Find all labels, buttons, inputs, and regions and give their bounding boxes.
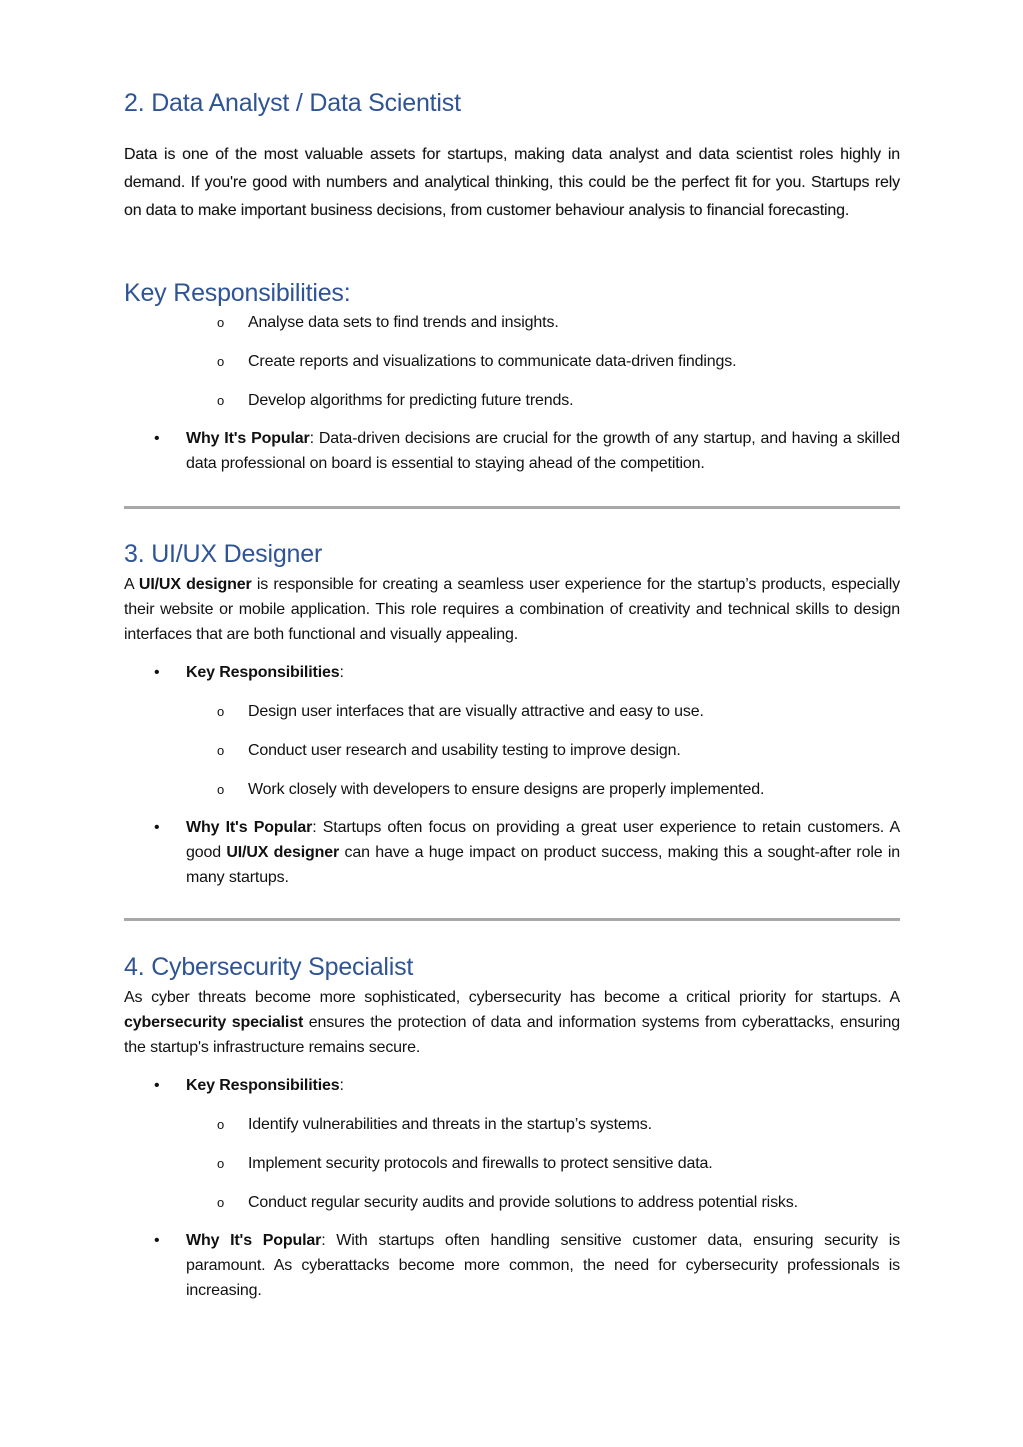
list-item: • Why It's Popular: Data-driven decisions are crucial for the growth of any startup, and having a skilled data professional on board is essential to staying ahead of the competition.: [124, 426, 900, 476]
section-divider: [124, 918, 900, 921]
circle-bullet-icon: o: [217, 1156, 225, 1171]
circle-bullet-icon: o: [217, 704, 225, 719]
section-divider: [124, 506, 900, 509]
section-intro-uiux: A UI/UX designer is responsible for creating a seamless user experience for the startup’s products, especially their website or mobile application. This role requires a combination of creativity and technical skills to design interfaces that are both functional and visually appealing.: [124, 576, 900, 643]
bullet-icon: •: [154, 1232, 160, 1249]
list-item: • Why It's Popular: With startups often handling sensitive customer data, ensuring security is paramount. As cyberattacks become more common, the need for cybersecurity professionals is increasing.: [124, 1228, 900, 1303]
list-item: o Conduct regular security audits and provide solutions to address potential risks.: [124, 1190, 900, 1215]
list-item: o Design user interfaces that are visually attractive and easy to use.: [124, 699, 900, 724]
bullet-icon: •: [154, 430, 160, 447]
section-intro-data-analyst: [124, 141, 900, 225]
why-popular-list: [124, 1228, 900, 1317]
key-responsibilities-list: [124, 660, 900, 699]
circle-bullet-icon: o: [217, 1195, 225, 1210]
section-intro-cybersecurity: As cyber threats become more sophisticated, cybersecurity has become a critical priority for startups. A cybersecurity specialist ensures the protection of data and information systems from cyberattacks, ensuring the startup's infrastructure remains secure.: [124, 989, 901, 1056]
circle-bullet-icon: o: [217, 1117, 225, 1132]
circle-bullet-icon: o: [217, 315, 225, 330]
key-responsibilities-heading: Key Responsibilities:: [124, 279, 351, 307]
section-heading-data-analyst: 2. Data Analyst / Data Scientist: [124, 89, 461, 117]
list-item: o Create reports and visualizations to communicate data-driven findings.: [124, 349, 900, 374]
list-item: o Conduct user research and usability testing to improve design.: [124, 738, 900, 763]
circle-bullet-icon: o: [217, 393, 225, 408]
list-item: • Why It's Popular: Startups often focus on providing a great user experience to retain customers. A good UI/UX designer can have a huge impact on product success, making this a sought-after role in many startups.: [124, 815, 900, 890]
circle-bullet-icon: o: [217, 782, 225, 797]
circle-bullet-icon: o: [217, 354, 225, 369]
responsibility-list: [124, 1112, 900, 1229]
intro-paragraph: Data is one of the most valuable assets for startups, making data analyst and data scientist roles highly in demand. If you're good with numbers and analytical thinking, this could be the perfect fit for you. Startups rely on data to make important business decisions, from customer behaviour analysis to financial forecasting.: [124, 146, 900, 219]
bullet-icon: •: [154, 664, 160, 681]
list-item: • Key Responsibilities:: [124, 1073, 900, 1098]
bullet-icon: •: [154, 1077, 160, 1094]
list-item: o Develop algorithms for predicting future trends.: [124, 388, 900, 413]
list-item: o Implement security protocols and firewalls to protect sensitive data.: [124, 1151, 900, 1176]
list-item: o Analyse data sets to find trends and insights.: [124, 310, 900, 335]
responsibility-list: [124, 310, 900, 427]
responsibility-list: [124, 699, 900, 816]
why-popular-list: [124, 426, 900, 490]
bullet-icon: •: [154, 819, 160, 836]
section-heading-cybersecurity: 4. Cybersecurity Specialist: [124, 953, 414, 981]
list-item: • Key Responsibilities:: [124, 660, 900, 685]
why-popular-list: [124, 815, 900, 904]
key-responsibilities-list: [124, 1073, 900, 1112]
section-heading-uiux-designer: 3. UI/UX Designer: [124, 540, 323, 568]
list-item: o Work closely with developers to ensure designs are properly implemented.: [124, 777, 900, 802]
list-item: o Identify vulnerabilities and threats in the startup’s systems.: [124, 1112, 900, 1137]
circle-bullet-icon: o: [217, 743, 225, 758]
